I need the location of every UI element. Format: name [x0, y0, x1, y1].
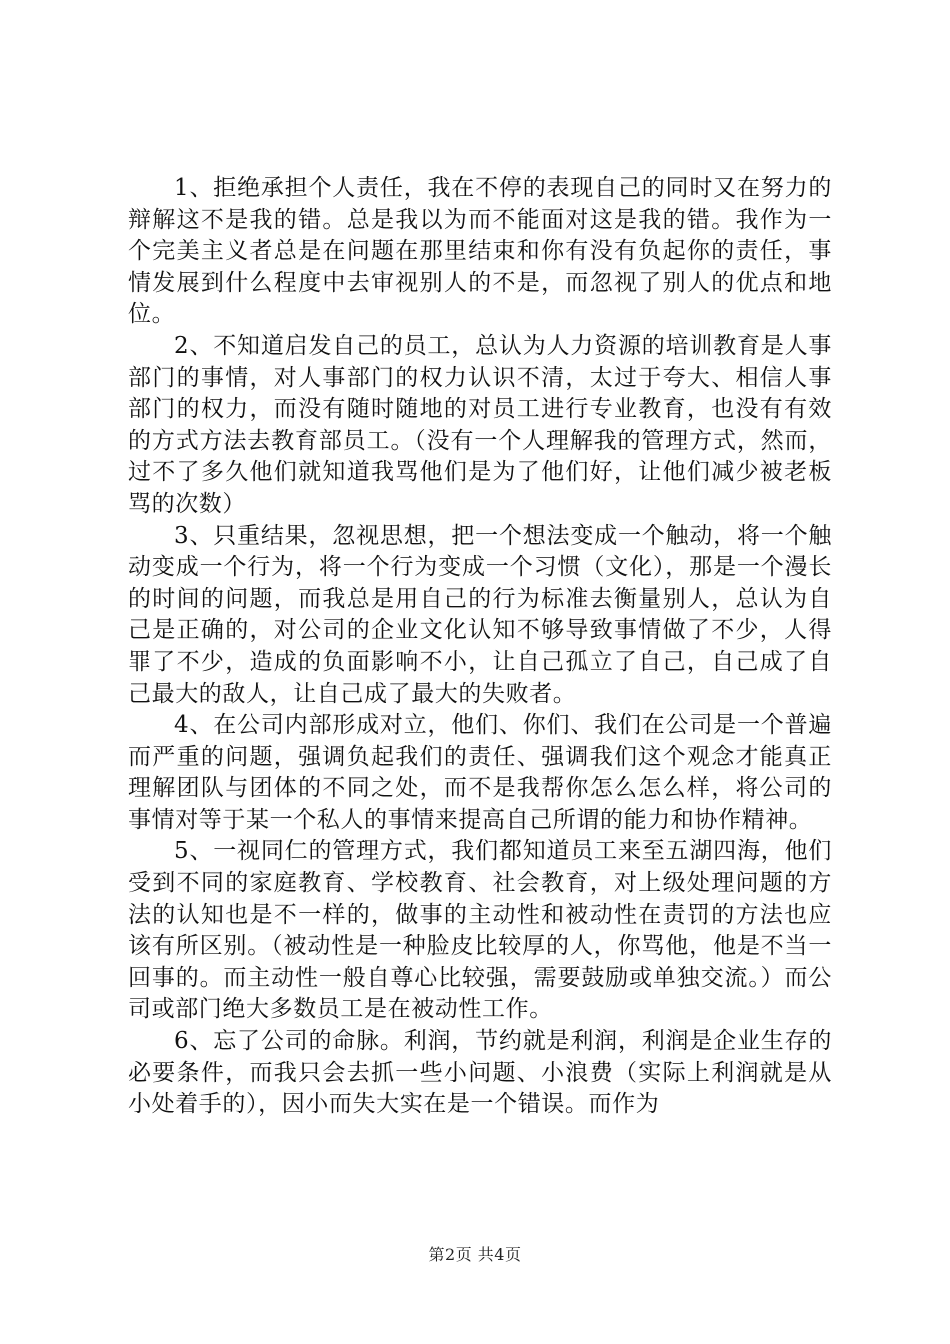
paragraph-6: 6、忘了公司的命脉。利润，节约就是利润，利润是企业生存的必要条件，而我只会去抓一些小问题、小浪费（实际上利润就是从小处着手的），因小而失大实在是一个错误。而作为: [128, 1028, 832, 1118]
paragraph-3: 3、只重结果，忽视思想，把一个想法变成一个触动，将一个触动变成一个行为，将一个行为变成一个习惯（文化），那是一个漫长的时间的问题，而我总是用自己的行为标准去衡量别人，总认为自己是正确的，对公司的企业文化认知不够导致事情做了不少，人得罪了不少，造成的负面影响不小，让自己孤立了自己，自己成了自己最大的敌人，让自己成了最大的失败者。: [128, 522, 832, 707]
paragraph-5: 5、一视同仁的管理方式，我们都知道员工来至五湖四海，他们受到不同的家庭教育、学校教育、社会教育，对上级处理问题的方法的认知也是不一样的，做事的主动性和被动性在责罚的方法也应该有所区别。（被动性是一种脸皮比较厚的人，你骂他，他是不当一回事的。而主动性一般自尊心比较强，需要鼓励或单独交流。）而公司或部门绝大多数员工是在被动性工作。: [128, 838, 832, 1023]
page-footer: 第2页 共4页: [428, 1245, 522, 1264]
paragraph-2: 2、不知道启发自己的员工，总认为人力资源的培训教育是人事部门的事情，对人事部门的权力认识不清，太过于夸大、相信人事部门的权力，而没有随时随地的对员工进行专业教育，也没有有效的方式方法去教育部员工。（没有一个人理解我的管理方式，然而，过不了多久他们就知道我骂他们是为了他们好，让他们减少被老板骂的次数）: [128, 332, 832, 517]
paragraph-1: 1、拒绝承担个人责任，我在不停的表现自己的同时又在努力的辩解这不是我的错。总是我以为而不能面对这是我的错。我作为一个完美主义者总是在问题在那里结束和你有没有负起你的责任，事情发展到什么程度中去审视别人的不是，而忽视了别人的优点和地位。: [128, 175, 832, 328]
paragraph-4: 4、在公司内部形成对立，他们、你们、我们在公司是一个普遍而严重的问题，强调负起我们的责任、强调我们这个观念才能真正理解团队与团体的不同之处，而不是我帮你怎么怎么样，将公司的事情对等于某一个私人的事情来提高自己所谓的能力和协作精神。: [128, 712, 832, 833]
document-body: [128, 173, 832, 1121]
